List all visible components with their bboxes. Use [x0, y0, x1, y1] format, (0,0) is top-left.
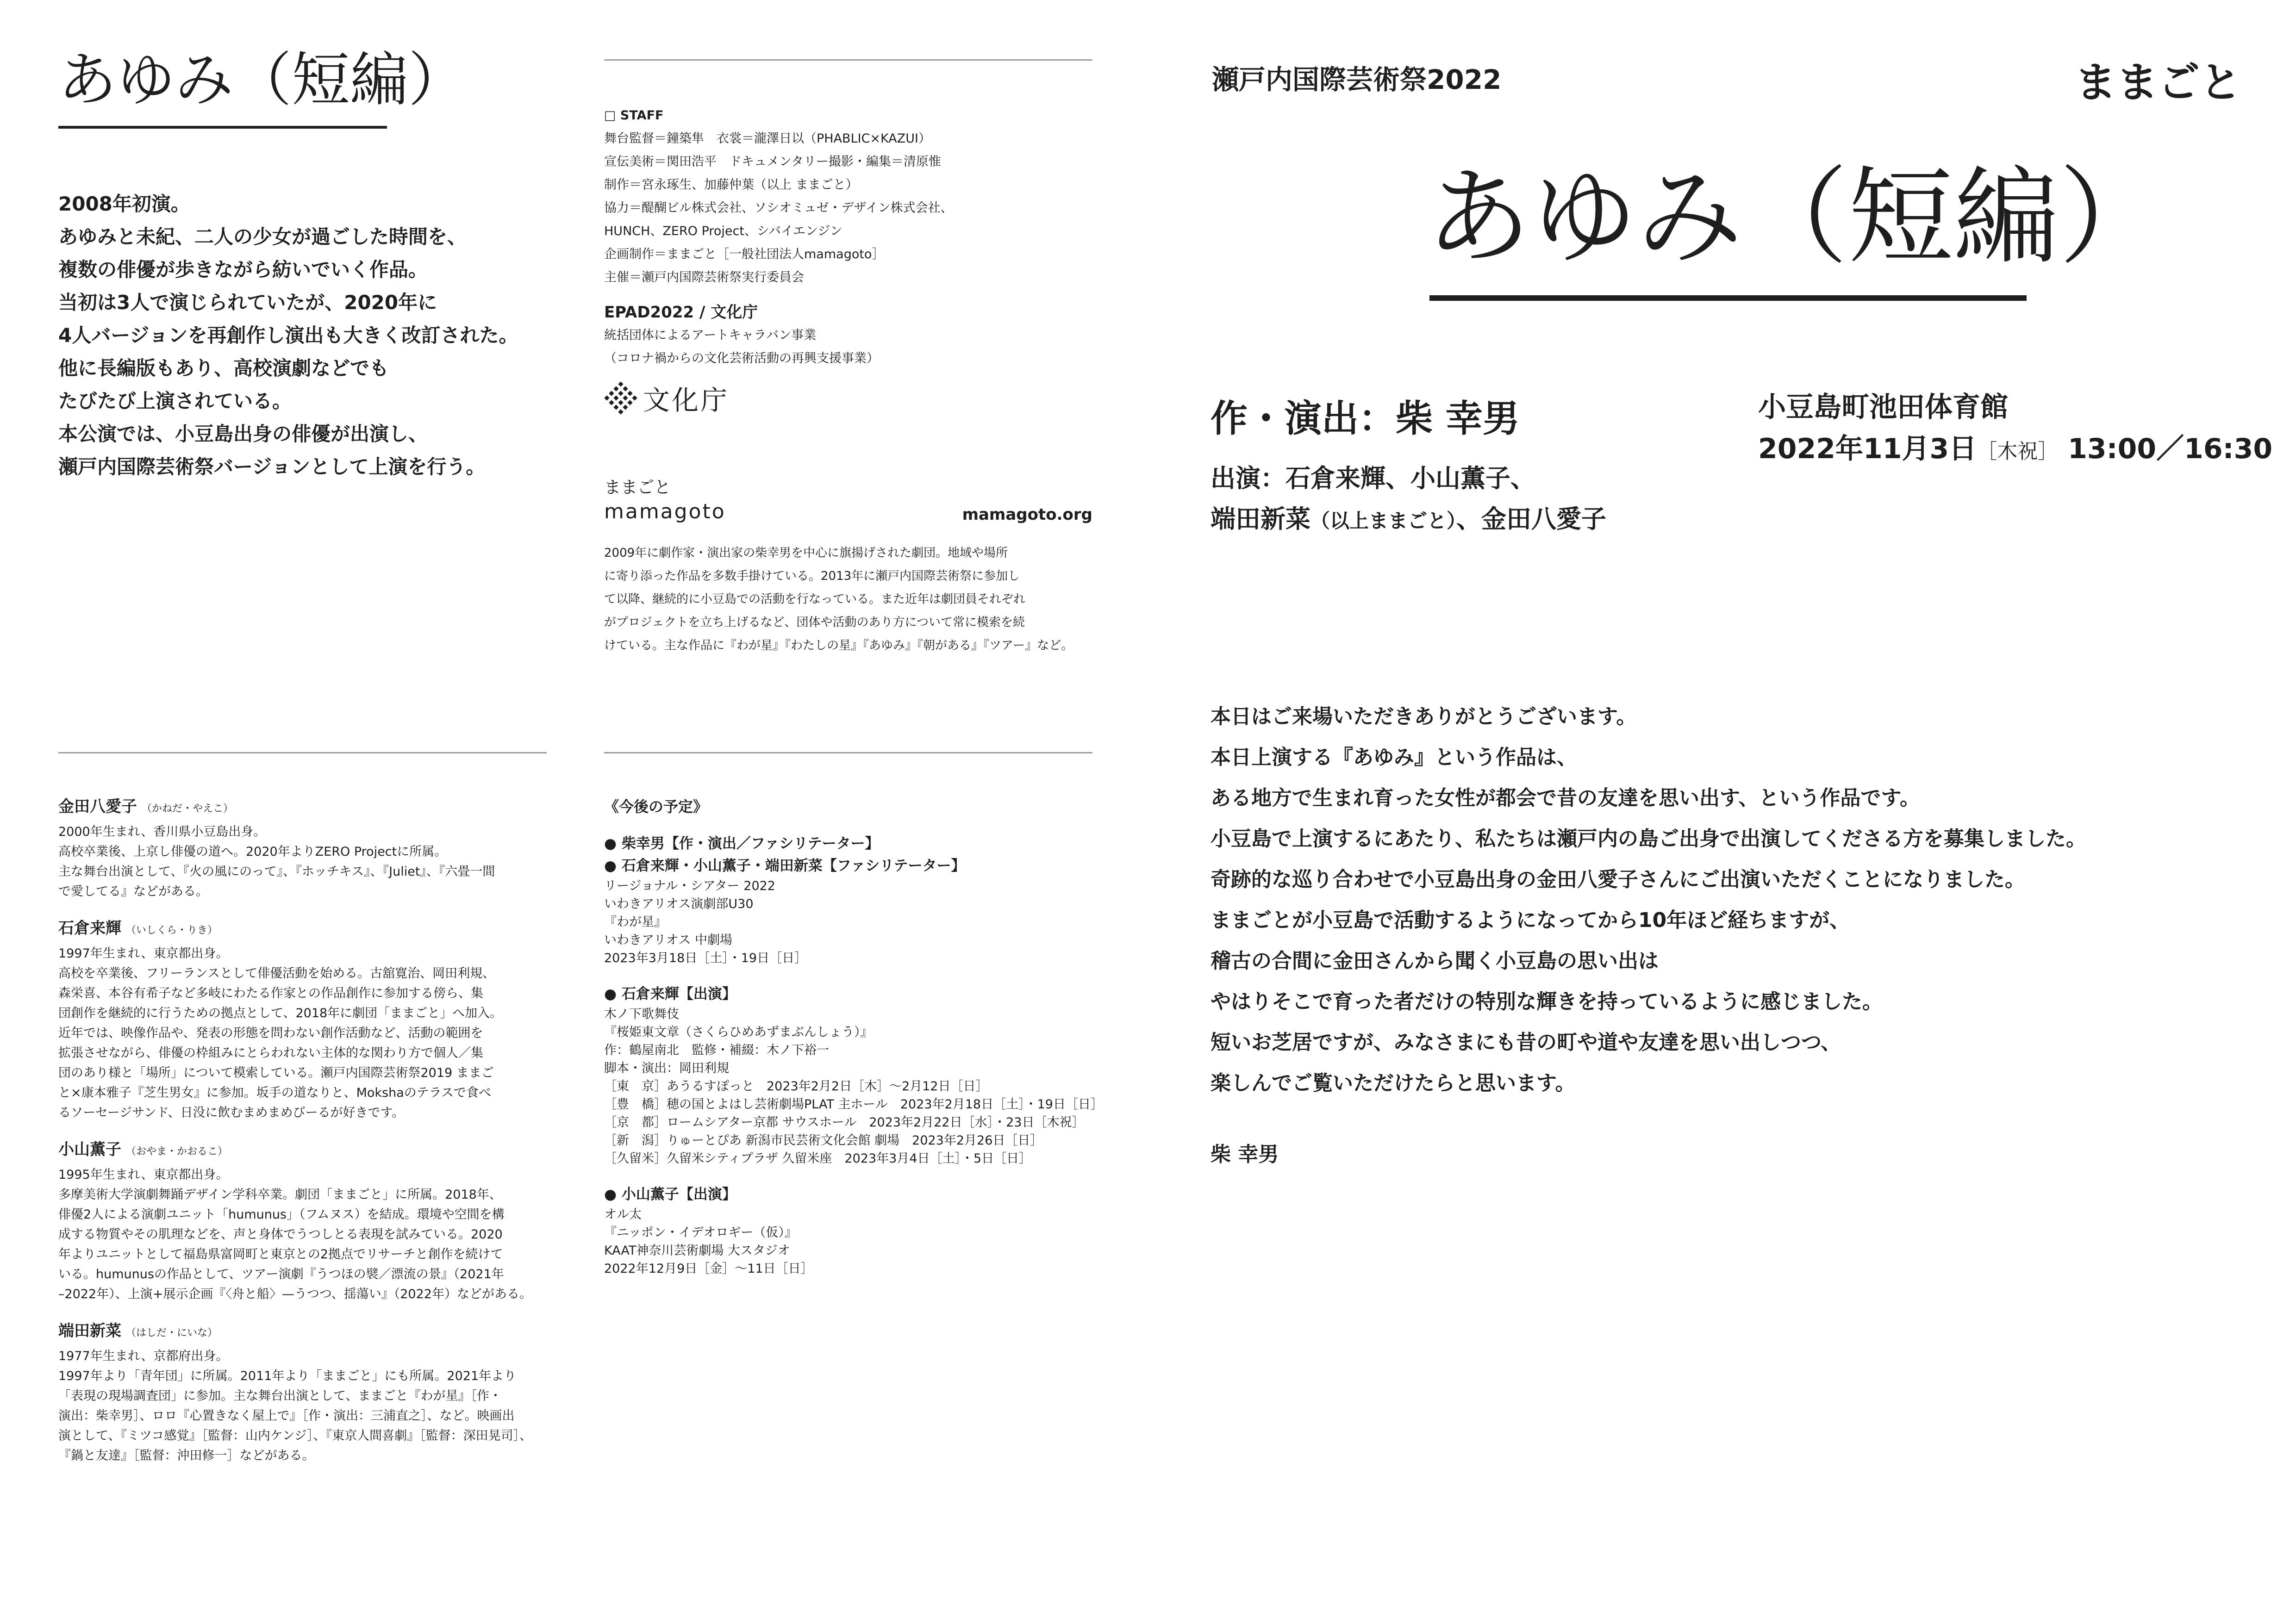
schedule-line: 作：鶴屋南北 監修・補綴：木ノ下裕一: [604, 1043, 829, 1057]
intro-line: あゆみと未紀、二人の少女が過ごした時間を、: [58, 225, 467, 248]
bio-line: 「表現の現場調査団」に参加。主な舞台出演として、ままごと『わが星』［作・: [58, 1389, 502, 1403]
message-line: ままごとが小豆島で活動するようになってから10年ほど経ちますが、: [1210, 908, 1850, 932]
bio-line: で愛してる』などがある。: [58, 884, 208, 899]
staff-line: 宣伝美術＝関田浩平 ドキュメンタリー撮影・編集＝清原惟: [604, 155, 941, 169]
staff-line: 舞台監督＝鐘築隼 衣裳＝瀧澤日以（PHABLIC×KAZUI）: [604, 131, 931, 146]
date-weekday: ［木祝］: [1977, 440, 2059, 463]
cast-line: [1210, 499, 1606, 541]
message-line: 短いお芝居ですが、みなさまにも昔の町や道や友達を思い出しつつ、: [1210, 1031, 1841, 1054]
bio-line: 2000年生まれ、香川県小豆島出身。: [58, 825, 266, 839]
bio-line: と×康本雅子『芝生男女』に参加。坂手の道なりと、Mokshaのテラスで食べ: [58, 1086, 491, 1100]
staff-heading: □ STAFF: [604, 108, 664, 123]
staff-line: 制作＝宮永琢生、加藤仲葉（以上 ままごと）: [604, 178, 858, 192]
bio-line: 1977年生まれ、京都府出身。: [58, 1349, 229, 1363]
schedule-group: [604, 983, 1103, 1168]
bio-reading: （おやま・かおるこ）: [126, 1146, 228, 1157]
schedule-line: ［豊 橋］穂の国とよはし芸術劇場PLAT 主ホール 2023年2月18日［土］・19日［日］: [604, 1097, 1103, 1112]
message-line: 小豆島で上演するにあたり、私たちは瀬戸内の島ご出身で出演してくださる方を募集しました。: [1210, 827, 2086, 851]
message-line: ある地方で生まれ育った女性が都会で昔の友達を思い出す、という作品です。: [1210, 786, 1920, 810]
mamagoto-name-en: mamagoto: [604, 500, 726, 523]
middle-bottom-divider: [604, 752, 1092, 753]
schedule-line: 2022年12月9日［金］〜11日［日］: [604, 1262, 813, 1276]
schedule-line: ［京 都］ロームシアター京都 サウスホール 2023年2月22日［水］・23日［木祝］: [604, 1115, 1085, 1130]
intro-line: 本公演では、小豆島出身の俳優が出演し、: [58, 423, 428, 445]
bio-line: 森栄喜、本谷有希子など多岐にわたる作家との作品創作に参加する傍ら、集: [58, 986, 483, 1001]
message-line: 奇跡的な巡り合わせで小豆島出身の金田八愛子さんにご出演いただくことになりました。: [1210, 868, 2025, 891]
bunka-logo-text: 文化庁: [643, 385, 730, 416]
bio-line: 高校を卒業後、フリーランスとして俳優活動を始める。古舘寛治、岡田利規、: [58, 966, 495, 981]
intro-line: 他に長編版もあり、高校演劇などでも: [58, 357, 389, 379]
bio-line: 1997年より「青年団」に所属。2011年より「ままごと」にも所属。2021年より: [58, 1369, 517, 1383]
main-title-rule: [1429, 295, 2027, 301]
about-line: に寄り添った作品を多数手掛けている。2013年に瀬戸内国際芸術祭に参加し: [604, 569, 1020, 583]
bio-line: 近年では、映像作品や、発表の形態を問わない創作活動など、活動の範囲を: [58, 1026, 483, 1040]
intro-line: 当初は3人で演じられていたが、2020年に: [58, 291, 437, 314]
bio-oyama: [58, 1137, 558, 1304]
left-bottom-divider: [58, 752, 547, 753]
bio-line: 1997年生まれ、東京都出身。: [58, 946, 229, 961]
cast-name: 端田新菜: [1210, 504, 1310, 534]
schedule-line: KAAT神奈川芸術劇場 大スタジオ: [604, 1244, 790, 1258]
bunka-logo: [604, 379, 729, 417]
schedule-line: いわきアリオス 中劇場: [604, 933, 732, 947]
bio-name: 小山薫子: [58, 1140, 121, 1159]
staff-credits: [604, 104, 953, 289]
bio-line: 『鍋と友達』［監督：沖田修一］などがある。: [58, 1449, 315, 1463]
schedule-group-heading: ● 石倉来輝【出演】: [604, 986, 736, 1002]
schedule-group: [604, 1183, 1103, 1278]
schedule-line: 2023年3月18日［土］・19日［日］: [604, 951, 807, 965]
staff-line: 協力＝醍醐ビル株式会社、ソシオミュゼ・デザイン株式会社、: [604, 201, 953, 215]
intro-line: 4人バージョンを再創作し演出も大きく改訂された。: [58, 324, 518, 347]
bio-line: 団創作を継続的に行うための拠点として、2018年に劇団「ままごと」へ加入。: [58, 1006, 503, 1020]
middle-top-divider: [604, 59, 1092, 61]
mamagoto-url[interactable]: mamagoto.org: [962, 505, 1092, 524]
date-times: 13:00／16:30: [2058, 433, 2273, 465]
schedule-group-heading: ● 小山薫子【出演】: [604, 1186, 736, 1203]
festival-name: 瀬戸内国際芸術祭2022: [1212, 64, 1502, 95]
left-title-rule: [58, 126, 387, 129]
bio-line: 高校卒業後、上京し俳優の道へ。2020年よりZERO Projectに所属。: [58, 845, 447, 859]
mamagoto-about: [604, 541, 1073, 657]
upcoming-schedule: [604, 794, 1103, 1293]
venue-name: 小豆島町池田体育館: [1758, 391, 2008, 423]
cast-name: 、金田八愛子: [1456, 504, 1607, 534]
cast-biographies: [58, 794, 558, 1480]
staff-line: 企画制作＝ままごと［一般社団法人mamagoto］: [604, 247, 885, 261]
schedule-line: 脚本・演出：岡田利規: [604, 1061, 729, 1076]
epad-block: [604, 301, 879, 370]
epad-line: （コロナ禍からの文化芸術活動の再興支援事業）: [604, 351, 879, 366]
company-name: ままごと: [2075, 58, 2241, 107]
venue-info: [1758, 386, 2272, 473]
staff-line: HUNCH、ZERO Project、シバイエンジン: [604, 224, 842, 238]
message-line: 本日はご来場いただきありがとうございます。: [1210, 705, 1637, 728]
bio-line: 多摩美術大学演劇舞踊デザイン学科卒業。劇団「ままごと」に所属。2018年、: [58, 1188, 502, 1202]
schedule-group-heading: ● 柴幸男【作・演出／ファシリテーター】: [604, 835, 880, 852]
intro-text: [58, 187, 518, 483]
message-line: 楽しんでご覧いただけたらと思います。: [1210, 1071, 1576, 1095]
schedule-line: いわきアリオス演劇部U30: [604, 897, 754, 911]
schedule-heading: 《今後の予定》: [604, 798, 708, 815]
greeting-message: [1210, 696, 2086, 1104]
bio-name: 石倉来輝: [58, 919, 121, 938]
bio-line: 俳優2人による演劇ユニット「humunus」（フムヌス）を結成。環境や空間を構: [58, 1207, 505, 1222]
intro-line: 2008年初演。: [58, 193, 190, 215]
schedule-line: 『桜姫東文章（さくらひめあずまぶんしょう）』: [604, 1025, 873, 1039]
bio-line: いる。humunusの作品として、ツアー演劇『うつほの襞／漂流の景』（2021年: [58, 1267, 504, 1281]
schedule-line: ［新 潟］りゅーとぴあ 新潟市民芸術文化会館 劇場 2023年2月26日［日］: [604, 1133, 1043, 1148]
about-line: けている。主な作品に『わが星』『わたしの星』『あゆみ』『朝がある』『ツアー』など。: [604, 639, 1073, 653]
cast-credit: [1210, 458, 1606, 541]
intro-line: 瀬戸内国際芸術祭バージョンとして上演を行う。: [58, 455, 486, 478]
bio-ishikura: [58, 915, 558, 1123]
bio-hashida: [58, 1318, 558, 1466]
bio-line: 1995年生まれ、東京都出身。: [58, 1168, 229, 1182]
bio-kaneda: [58, 794, 558, 902]
about-line: 2009年に劇作家・演出家の柴幸男を中心に旗揚げされた劇団。地域や場所: [604, 546, 1008, 560]
bio-line: 拡張させながら、俳優の枠組みにとらわれない主体的な関わり方で個人／集: [58, 1046, 483, 1060]
mamagoto-name-ja: ままごと: [604, 478, 671, 497]
bio-line: 主な舞台出演として、『火の風にのって』、『ホッチキス』、『Juliet』、『六畳一間: [58, 864, 495, 879]
date-day: 2022年11月3日: [1758, 433, 1977, 465]
message-line: 稽古の合間に金田さんから聞く小豆島の思い出は: [1210, 949, 1659, 973]
epad-heading: EPAD2022 / 文化庁: [604, 303, 758, 322]
bio-reading: （かねだ・やえこ）: [142, 803, 234, 815]
performance-date: [1758, 428, 2272, 473]
message-signer: 柴 幸男: [1210, 1143, 1279, 1166]
bio-line: 成する物質やその肌理などを、声と身体でうつしとる表現を試みている。2020: [58, 1227, 503, 1242]
bio-line: 年よりユニットとして福島県富岡町と東京との2拠点でリサーチと創作を続けて: [58, 1247, 503, 1262]
message-line: やはりそこで育った者だけの特別な輝きを持っているように感じました。: [1210, 990, 1883, 1014]
left-title: あゆみ（短編）: [58, 46, 467, 114]
bio-name: 金田八愛子: [58, 797, 137, 816]
director-credit: 作・演出：柴 幸男: [1210, 397, 1520, 440]
bio-reading: （はしだ・にいな）: [126, 1327, 218, 1339]
message-line: 本日上演する『あゆみ』という作品は、: [1210, 746, 1577, 769]
bio-line: 演出：柴幸男］、ロロ『心置きなく屋上で』［作・演出：三浦直之］、など。映画出: [58, 1409, 515, 1423]
schedule-group: [604, 833, 1103, 967]
bio-reading: （いしくら・りき）: [126, 925, 218, 936]
schedule-line: 『わが星』: [604, 915, 667, 929]
main-title: あゆみ（短編）: [1426, 155, 2165, 279]
cast-line: 出演：石倉来輝、小山薫子、: [1210, 464, 1535, 493]
bio-line: 演として、『ミツコ感覚』［監督：山内ケンジ］、『東京人間喜劇』［監督：深田晃司］、: [58, 1429, 532, 1443]
epad-line: 統括団体によるアートキャラバン事業: [604, 328, 817, 342]
bio-line: るソーセージサンド、日没に飲むまめまめびーるが好きです。: [58, 1106, 405, 1120]
bio-line: –2022年）、上演+展示企画『〈舟と船〉—うつつ、揺蕩い』（2022年）などがある。: [58, 1287, 532, 1301]
schedule-line: 『ニッポン・イデオロギー（仮）』: [604, 1225, 797, 1240]
bunka-emblem-icon: [604, 381, 637, 415]
about-line: て以降、継続的に小豆島での活動を行なっている。また近年は劇団員それぞれ: [604, 592, 1026, 606]
staff-line: 主催＝瀬戸内国際芸術祭実行委員会: [604, 270, 804, 285]
schedule-line: ［東 京］あうるすぽっと 2023年2月2日［木］〜2月12日［日］: [604, 1079, 988, 1094]
schedule-line: ［久留米］久留米シティプラザ 久留米座 2023年3月4日［土］・5日［日］: [604, 1151, 1032, 1166]
bio-name: 端田新菜: [58, 1322, 121, 1340]
bio-line: 団のあり様と「場所」について模索している。瀬戸内国際芸術祭2019 ままご: [58, 1066, 494, 1080]
schedule-line: 木ノ下歌舞伎: [604, 1007, 679, 1021]
cast-note: （以上ままごと）: [1310, 510, 1457, 532]
about-line: がプロジェクトを立ち上げるなど、団体や活動のあり方について常に模索を続: [604, 616, 1025, 629]
intro-line: たびたび上演されている。: [58, 390, 292, 412]
schedule-line: リージョナル・シアター 2022: [604, 879, 775, 893]
schedule-line: オル太: [604, 1207, 642, 1222]
schedule-group-heading: ● 石倉来輝・小山薫子・端田新菜【ファシリテーター】: [604, 858, 966, 874]
intro-line: 複数の俳優が歩きながら紡いでいく作品。: [58, 258, 428, 281]
